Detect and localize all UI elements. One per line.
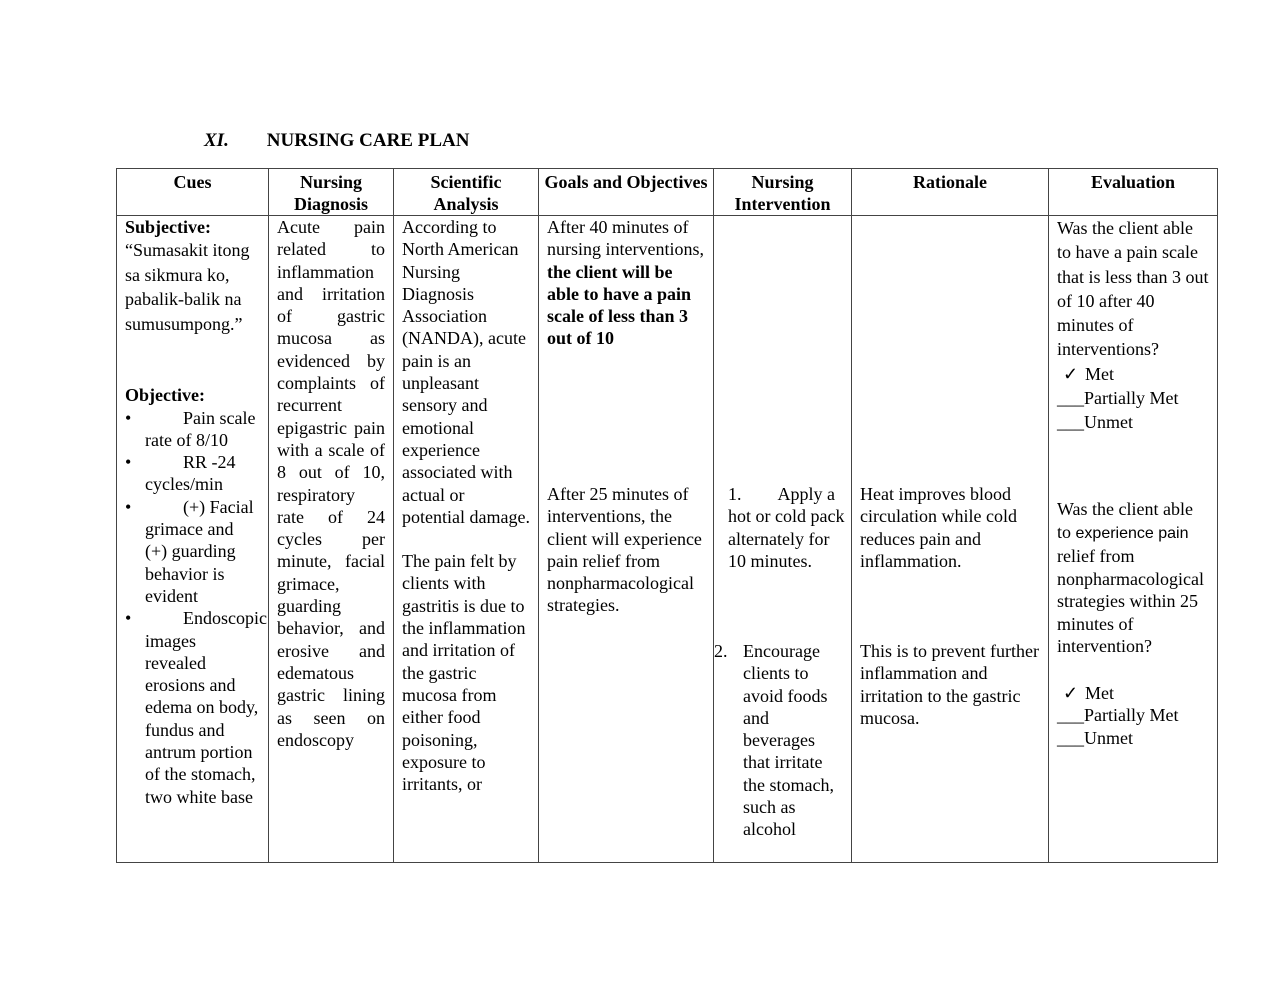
- objective-label: Objective:: [125, 385, 205, 406]
- header-scientific-analysis: Scientific Analysis: [394, 169, 539, 216]
- cell-cues: [117, 216, 269, 863]
- objective-item: • RR -24 cycles/min: [125, 451, 260, 496]
- intervention-item: 2. Encourage clients to avoid foods and beverages that irritate the stomach, such as alcohol: [714, 641, 834, 840]
- check-icon: ✓: [1063, 682, 1079, 703]
- cell-rationale: [852, 216, 1049, 863]
- section-heading: [204, 130, 469, 152]
- header-rationale: Rationale: [852, 169, 1049, 216]
- evaluation-1: Was the client able to have a pain scale that is less than 3 out of 10 after 40 minutes of interventions? ✓ Met ___Partially Met ___Unmet: [1057, 216, 1209, 435]
- objective-item: • Endoscopic images revealed erosions and edema on body, fundus and antrum portion of the stomach, two white base: [125, 607, 260, 808]
- unmet-option: ___Unmet: [1057, 412, 1133, 433]
- analysis-paragraph-1: According to North American Nursing Diagnosis Association (NANDA), acute pain is an unpleasant sensory and emotional experience associated with actual or potential damage.: [402, 217, 530, 527]
- cell-goals-objectives: [539, 216, 714, 863]
- subjective-text: “Sumasakit itong sa sikmura ko, pabalik-balik na sumusumpong.”: [125, 240, 250, 334]
- cell-evaluation: [1049, 216, 1218, 863]
- header-goals-objectives: Goals and Objectives: [539, 169, 714, 216]
- partially-met-option: ___Partially Met: [1057, 388, 1179, 409]
- intervention-item: 1. Apply a hot or cold pack alternately for 10 minutes.: [728, 484, 845, 571]
- rationale-1: Heat improves blood circulation while cold reduces pain and inflammation.: [860, 484, 1017, 571]
- cell-nursing-diagnosis: [269, 216, 394, 863]
- nursing-care-plan-table: [116, 168, 1218, 863]
- header-nursing-intervention: Nursing Intervention: [714, 169, 852, 216]
- goal-1: After 40 minutes of nursing interventions, the client will be able to have a pain scale of less than 3 out of 10: [547, 217, 704, 349]
- header-nursing-diagnosis: Nursing Diagnosis: [269, 169, 394, 216]
- goal-2: After 25 minutes of interventions, the client will experience pain relief from nonpharmacological strategies.: [547, 484, 702, 616]
- met-checked: ✓ Met: [1057, 362, 1209, 386]
- diagnosis-text: Acute pain related to inflammation and irritation of gastric mucosa as evidenced by complaints of recurrent epigastric pain with a scale of 8 out of 10, respiratory rate of 24 cycles per minute, facial grimace, guarding behavior, and erosive and edematous gastric lining as seen on endoscopy: [277, 217, 385, 750]
- section-title: NURSING CARE PLAN: [266, 130, 470, 151]
- table-header-row: [117, 169, 1218, 216]
- unmet-option: ___Unmet: [1057, 727, 1133, 748]
- goal-1-emphasis: the client will be able to have a pain scale of less than 3 out of 10: [547, 261, 692, 349]
- header-cues: Cues: [117, 169, 269, 216]
- rationale-2: This is to prevent further inflammation and irritation to the gastric mucosa.: [860, 641, 1039, 728]
- check-icon: ✓: [1063, 363, 1079, 384]
- evaluation-2: Was the client able to experience pain relief from nonpharmacological strategies within 25 minutes of intervention? ✓ Met ___Partially Met ___Unmet: [1057, 498, 1209, 749]
- partially-met-option: ___Partially Met: [1057, 705, 1179, 725]
- section-number: XI.: [204, 130, 229, 151]
- table-row: [117, 216, 1218, 863]
- met-checked: ✓ Met: [1063, 682, 1114, 703]
- cell-nursing-intervention: [714, 216, 852, 863]
- subjective-label: Subjective:: [125, 217, 211, 237]
- objective-item: • Pain scale rate of 8/10: [125, 407, 260, 452]
- header-evaluation: Evaluation: [1049, 169, 1218, 216]
- cell-scientific-analysis: [394, 216, 539, 863]
- analysis-paragraph-2: The pain felt by clients with gastritis is due to the inflammation and irritation of the gastric mucosa from either food poisoning, exposure to irritants, or: [402, 551, 526, 795]
- objective-item: • (+) Facial grimace and (+) guarding behavior is evident: [125, 496, 260, 607]
